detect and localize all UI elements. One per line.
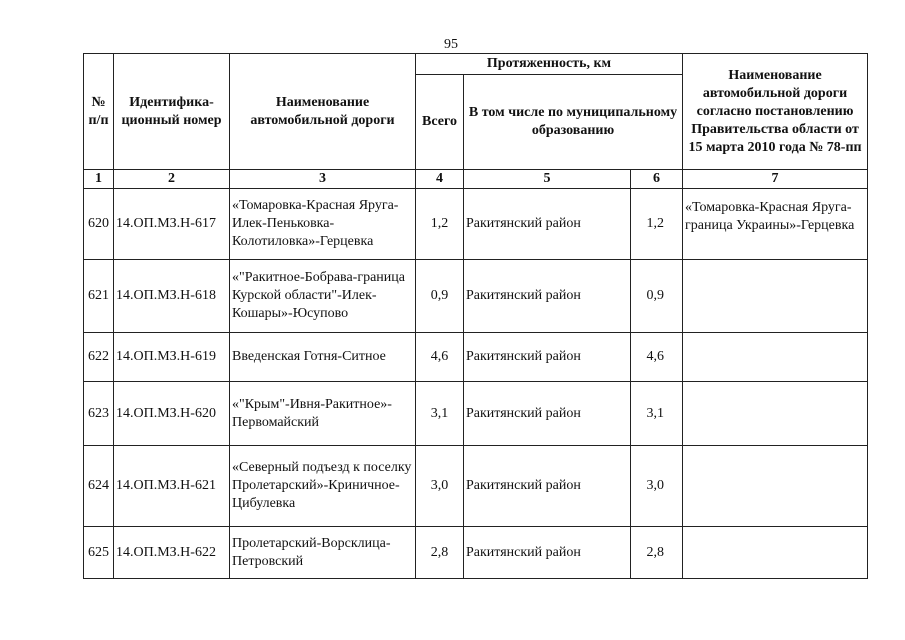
row-id: 14.ОП.МЗ.Н-621 (114, 446, 230, 527)
row-id: 14.ОП.МЗ.Н-619 (114, 333, 230, 382)
row-road-name: «Томаровка-Красная Яруга-Илек-Пеньковка-Колотиловка»-Герцевка (230, 189, 416, 260)
row-total-length: 1,2 (416, 189, 464, 260)
table-row (84, 333, 868, 382)
row-number: 623 (84, 382, 114, 446)
row-decree-name (683, 260, 868, 333)
row-municipality: Ракитянский район (464, 446, 631, 527)
row-decree-name (683, 527, 868, 579)
page-number: 95 (444, 37, 458, 52)
column-number: 2 (114, 170, 230, 189)
header-num: № п/п (84, 54, 114, 170)
row-decree-name (683, 333, 868, 382)
row-number: 624 (84, 446, 114, 527)
row-number: 625 (84, 527, 114, 579)
row-municipality: Ракитянский район (464, 382, 631, 446)
row-municipal-length: 3,0 (631, 446, 683, 527)
row-id: 14.ОП.МЗ.Н-618 (114, 260, 230, 333)
header-decree: Наименование автомобильной дороги согласно постановлению Правительства области от 15 марта 2010 года № 78-пп (683, 54, 868, 170)
column-number: 4 (416, 170, 464, 189)
row-number: 621 (84, 260, 114, 333)
row-municipality: Ракитянский район (464, 527, 631, 579)
row-municipal-length: 1,2 (631, 189, 683, 260)
row-road-name: «"Крым"-Ивня-Ракитное»-Первомайский (230, 382, 416, 446)
row-number: 622 (84, 333, 114, 382)
header-including: В том числе по муниципальному образованию (464, 75, 683, 170)
table-row (84, 446, 868, 527)
row-id: 14.ОП.МЗ.Н-617 (114, 189, 230, 260)
row-total-length: 3,1 (416, 382, 464, 446)
row-road-name: Введенская Готня-Ситное (230, 333, 416, 382)
row-total-length: 0,9 (416, 260, 464, 333)
column-number: 7 (683, 170, 868, 189)
row-id: 14.ОП.МЗ.Н-620 (114, 382, 230, 446)
row-decree-name: «Томаровка-Красная Яруга-граница Украины»-Герцевка (683, 189, 868, 260)
column-number: 3 (230, 170, 416, 189)
table-row (84, 260, 868, 333)
row-municipality: Ракитянский район (464, 333, 631, 382)
table-row (84, 527, 868, 579)
row-municipal-length: 0,9 (631, 260, 683, 333)
row-id: 14.ОП.МЗ.Н-622 (114, 527, 230, 579)
row-municipal-length: 4,6 (631, 333, 683, 382)
row-road-name: «"Ракитное-Бобрава-граница Курской области"-Илек-Кошары»-Юсупово (230, 260, 416, 333)
row-municipality: Ракитянский район (464, 189, 631, 260)
row-municipal-length: 3,1 (631, 382, 683, 446)
row-decree-name (683, 446, 868, 527)
header-id: Идентифика-ционный номер (114, 54, 230, 170)
column-number: 1 (84, 170, 114, 189)
header-length-group: Протяженность, км (416, 54, 683, 75)
row-municipality: Ракитянский район (464, 260, 631, 333)
row-number: 620 (84, 189, 114, 260)
row-total-length: 2,8 (416, 527, 464, 579)
column-number: 6 (631, 170, 683, 189)
column-number: 5 (464, 170, 631, 189)
header-name: Наименование автомобильной дороги (230, 54, 416, 170)
table-row (84, 382, 868, 446)
header-total: Всего (416, 75, 464, 170)
row-road-name: «Северный подъезд к поселку Пролетарский»-Криничное-Цибулевка (230, 446, 416, 527)
row-total-length: 3,0 (416, 446, 464, 527)
column-number-row (84, 170, 868, 189)
row-road-name: Пролетарский-Ворсклица-Петровский (230, 527, 416, 579)
row-total-length: 4,6 (416, 333, 464, 382)
row-municipal-length: 2,8 (631, 527, 683, 579)
table-row (84, 189, 868, 260)
row-decree-name (683, 382, 868, 446)
roads-table (83, 53, 868, 579)
